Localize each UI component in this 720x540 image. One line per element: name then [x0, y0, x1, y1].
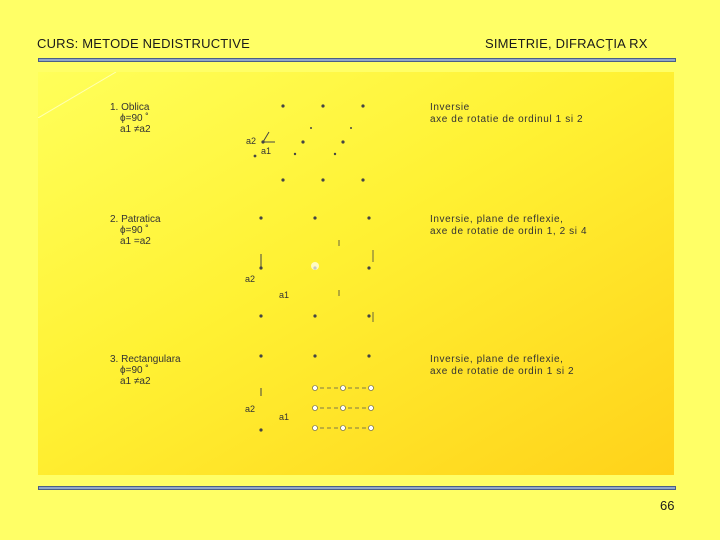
symmetry-line-2: axe de rotatie de ordinul 1 si 2	[430, 113, 584, 125]
symmetry-line-1: Inversie, plane de reflexie,	[430, 214, 564, 225]
corner-line	[38, 72, 118, 118]
lattice-rectangulara-label	[110, 354, 181, 387]
lattice-angle: ϕ=90 ˚	[120, 225, 149, 236]
axis-label-a2: a2	[246, 136, 257, 146]
lattice-name: 1. Oblica	[110, 102, 150, 113]
axis-label-a1: a1	[279, 290, 290, 300]
rectangular-lattice-diagram	[243, 350, 393, 440]
axis-label-a2: a2	[245, 274, 256, 284]
symmetry-line-2: axe de rotatie de ordin 1, 2 si 4	[430, 225, 588, 237]
top-divider	[38, 58, 676, 62]
lattice-name: 2. Patratica	[110, 214, 161, 225]
square-lattice-diagram	[243, 210, 393, 330]
lattice-oblica-label	[110, 102, 151, 135]
lattice-vectors: a1 ≠a2	[120, 124, 151, 135]
chapter-title: SIMETRIE, DIFRACŢIA RX	[485, 36, 648, 51]
symmetry-line-1: Inversie	[430, 102, 470, 113]
symmetry-line-1: Inversie, plane de reflexie,	[430, 354, 564, 365]
lattice-name: 3. Rectangulara	[110, 354, 181, 365]
lattice-angle: ϕ=90 ˚	[120, 365, 149, 376]
axis-label-a1: a1	[261, 146, 272, 156]
symmetry-line-2: axe de rotatie de ordin 1 si 2	[430, 365, 575, 377]
lattice-vectors: a1 =a2	[120, 236, 151, 247]
symmetry-patratica	[430, 214, 587, 237]
symmetry-oblica	[430, 102, 583, 125]
oblique-lattice-diagram	[243, 98, 383, 188]
course-title: CURS: METODE NEDISTRUCTIVE	[37, 36, 250, 51]
axis-label-a2: a2	[245, 404, 256, 414]
page-number: 66	[660, 498, 675, 513]
slide-panel	[38, 72, 674, 475]
axis-label-a1: a1	[279, 412, 290, 422]
lattice-angle: ϕ=90 ˚	[120, 113, 149, 124]
lattice-vectors: a1 ≠a2	[120, 376, 151, 387]
symmetry-rectangulara	[430, 354, 574, 377]
bottom-divider	[38, 486, 676, 490]
lattice-patratica-label	[110, 214, 161, 247]
